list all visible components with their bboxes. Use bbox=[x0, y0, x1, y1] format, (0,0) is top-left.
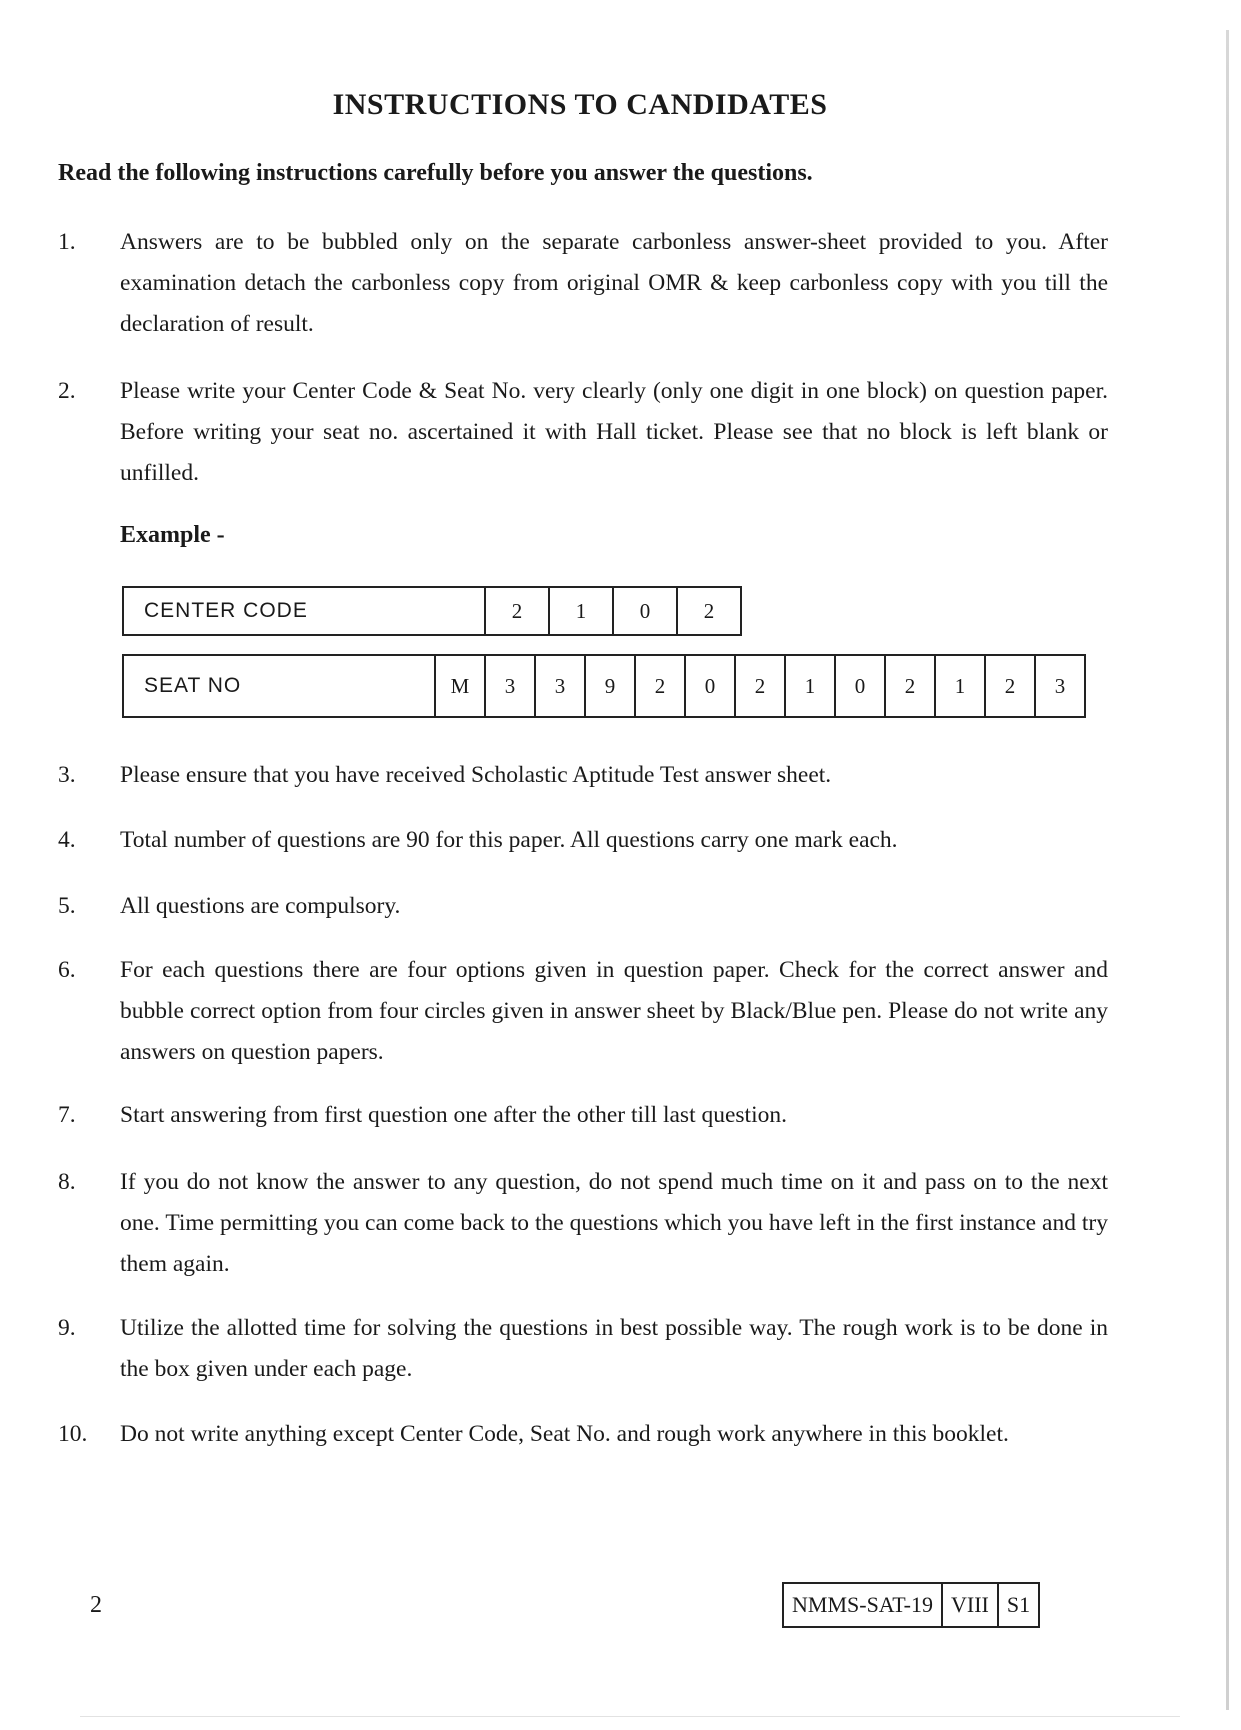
binding-edge bbox=[1226, 30, 1229, 1710]
instruction-text: Total number of questions are 90 for this paper. All questions carry one mark each. bbox=[120, 827, 898, 853]
center-code-table bbox=[122, 586, 742, 636]
seat-no-digit: 3 bbox=[535, 655, 585, 717]
instruction-6 bbox=[58, 950, 1108, 1073]
instruction-7 bbox=[58, 1095, 1108, 1136]
seat-no-digit: 9 bbox=[585, 655, 635, 717]
instruction-text: Answers are to be bubbled only on the separate carbonless answer-sheet provided to you. After examination detach the carbonless copy from original OMR & keep carbonless copy with you till the declaration of result. bbox=[120, 229, 1108, 337]
instruction-number: 2. bbox=[58, 378, 76, 404]
instruction-text: Please write your Center Code & Seat No. very clearly (only one digit in one block) on question paper. Before writing your seat no. ascertained it with Hall ticket. Please see that no block is left blank or unfilled. bbox=[120, 378, 1108, 486]
page-title: INSTRUCTIONS TO CANDIDATES bbox=[332, 88, 828, 121]
example-label: Example - bbox=[120, 522, 225, 548]
seat-no-digit: 2 bbox=[635, 655, 685, 717]
instruction-text: Utilize the allotted time for solving the questions in best possible way. The rough work is to be done in the box given under each page. bbox=[120, 1315, 1108, 1382]
paper-code-box bbox=[782, 1582, 1040, 1628]
center-code-digit: 1 bbox=[549, 587, 613, 635]
instruction-number: 10. bbox=[58, 1421, 88, 1447]
instruction-10 bbox=[58, 1414, 1108, 1455]
instruction-2 bbox=[58, 371, 1108, 494]
instruction-3 bbox=[58, 755, 1108, 796]
seat-no-digit: 0 bbox=[685, 655, 735, 717]
center-code-digit: 2 bbox=[677, 587, 741, 635]
instruction-number: 3. bbox=[58, 762, 76, 788]
instruction-number: 4. bbox=[58, 827, 76, 853]
instruction-number: 5. bbox=[58, 893, 76, 919]
instruction-text: If you do not know the answer to any question, do not spend much time on it and pass on to the next one. Time permitting you can come back to the questions which you have left in the first instance and try them again. bbox=[120, 1169, 1108, 1277]
paper-code: NMMS-SAT-19 bbox=[792, 1592, 934, 1617]
seat-no-digit: 2 bbox=[735, 655, 785, 717]
seat-no-digit: 1 bbox=[785, 655, 835, 717]
center-code-label: CENTER CODE bbox=[123, 587, 485, 635]
instruction-number: 1. bbox=[58, 229, 76, 255]
instruction-text: All questions are compulsory. bbox=[120, 893, 401, 919]
instruction-text: Do not write anything except Center Code, Seat No. and rough work anywhere in this booklet. bbox=[120, 1421, 1009, 1447]
set-code: S1 bbox=[997, 1584, 1038, 1626]
instruction-number: 9. bbox=[58, 1315, 76, 1341]
seat-no-digit: 2 bbox=[885, 655, 935, 717]
seat-no-digit: 3 bbox=[485, 655, 535, 717]
instruction-text: Start answering from first question one after the other till last question. bbox=[120, 1102, 787, 1128]
center-code-digit: 0 bbox=[613, 587, 677, 635]
instruction-4 bbox=[58, 820, 1108, 861]
instruction-8 bbox=[58, 1162, 1108, 1285]
seat-no-digit: 1 bbox=[935, 655, 985, 717]
seat-no-digit: M bbox=[435, 655, 485, 717]
instruction-number: 8. bbox=[58, 1169, 76, 1195]
seat-no-digit: 3 bbox=[1035, 655, 1085, 717]
intro-text: Read the following instructions carefully before you answer the questions. bbox=[58, 160, 813, 186]
instruction-number: 6. bbox=[58, 957, 76, 983]
instruction-9 bbox=[58, 1308, 1108, 1390]
center-code-digit: 2 bbox=[485, 587, 549, 635]
instruction-1 bbox=[58, 222, 1108, 345]
instruction-number: 7. bbox=[58, 1102, 76, 1128]
seat-no-digit: 2 bbox=[985, 655, 1035, 717]
instruction-5 bbox=[58, 886, 1108, 927]
bottom-edge bbox=[80, 1716, 1180, 1717]
instruction-text: Please ensure that you have received Scholastic Aptitude Test answer sheet. bbox=[120, 762, 832, 788]
seat-no-label: SEAT NO bbox=[123, 655, 435, 717]
instruction-text: For each questions there are four options given in question paper. Check for the correct answer and bubble correct option from four circles given in answer sheet by Black/Blue pen. Please do not write any answers on question papers. bbox=[120, 957, 1108, 1065]
seat-no-table bbox=[122, 654, 1086, 718]
standard-code: VIII bbox=[941, 1584, 997, 1626]
page-number: 2 bbox=[90, 1592, 102, 1618]
seat-no-digit: 0 bbox=[835, 655, 885, 717]
